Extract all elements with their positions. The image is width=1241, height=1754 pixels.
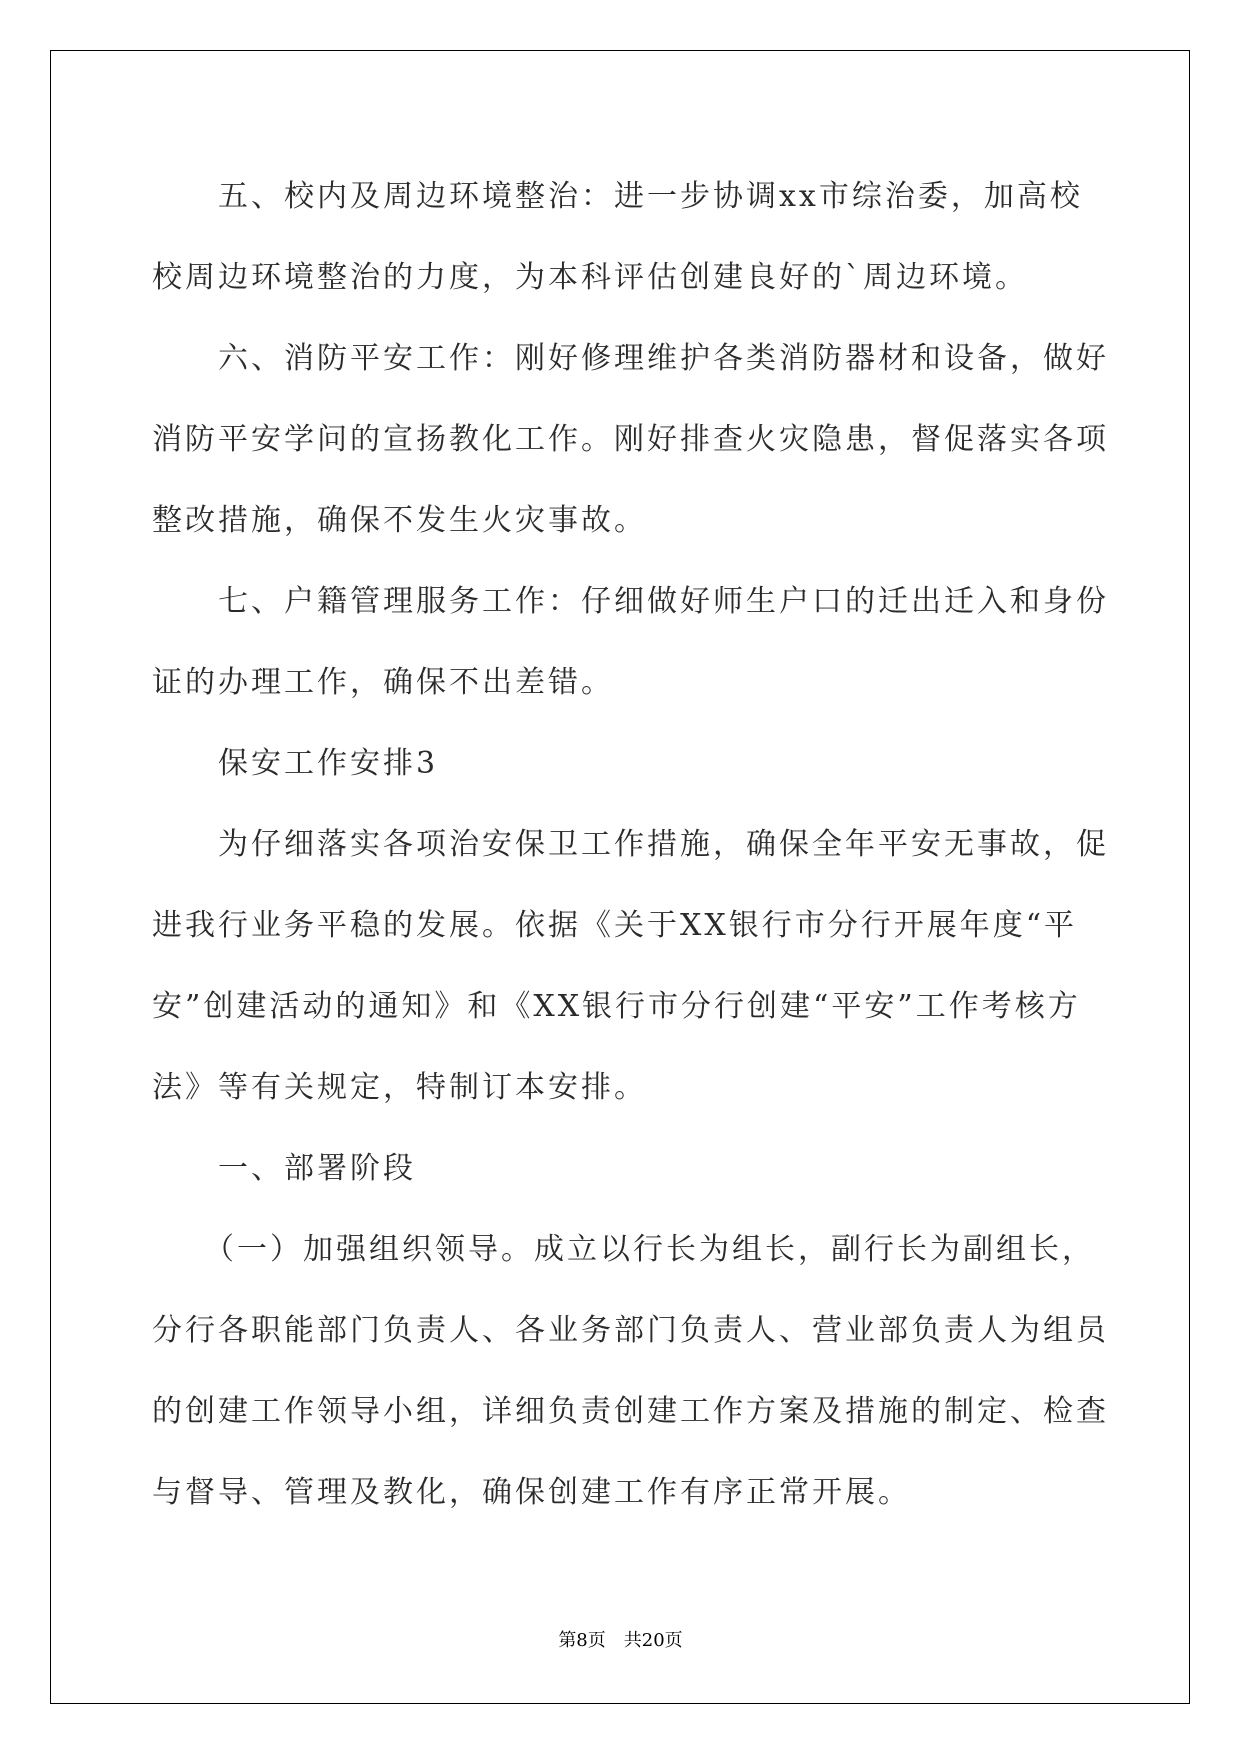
subheading-deployment: 一、部署阶段 <box>218 1151 416 1186</box>
paragraph-organization: （一）加强组织领导。成立以行长为组长，副行长为副组长，分行各职能部门负责人、各业务部门负责人、营业部负责人为组员的创建工作领导小组，详细负责创建工作方案及措施的制定、检查与督导、管理及教化，确保创建工作有序正常开展。 <box>152 1232 1109 1510</box>
page-number: 第8页 <box>558 1630 606 1651</box>
paragraph-environment: 五、校内及周边环境整治：进一步协调xx市综治委，加高校校周边环境整治的力度，为本科评估创建良好的`周边环境。 <box>152 179 1083 295</box>
paragraph-household-registration: 七、户籍管理服务工作：仔细做好师生户口的迁出迁入和身份证的办理工作，确保不出差错。 <box>152 584 1109 700</box>
page-footer <box>0 1626 1241 1652</box>
document-body <box>152 156 1112 1533</box>
page-total: 共20页 <box>623 1630 683 1651</box>
section-heading: 保安工作安排3 <box>218 746 439 781</box>
paragraph-fire-safety: 六、消防平安工作：刚好修理维护各类消防器材和设备，做好消防平安学问的宣扬教化工作。刚好排查火灾隐患，督促落实各项整改措施，确保不发生火灾事故。 <box>152 341 1109 538</box>
paragraph-introduction: 为仔细落实各项治安保卫工作措施，确保全年平安无事故，促进我行业务平稳的发展。依据《关于XX银行市分行开展年度“平安”创建活动的通知》和《XX银行市分行创建“平安”工作考核方法》等有关规定，特制订本安排。 <box>152 827 1109 1105</box>
